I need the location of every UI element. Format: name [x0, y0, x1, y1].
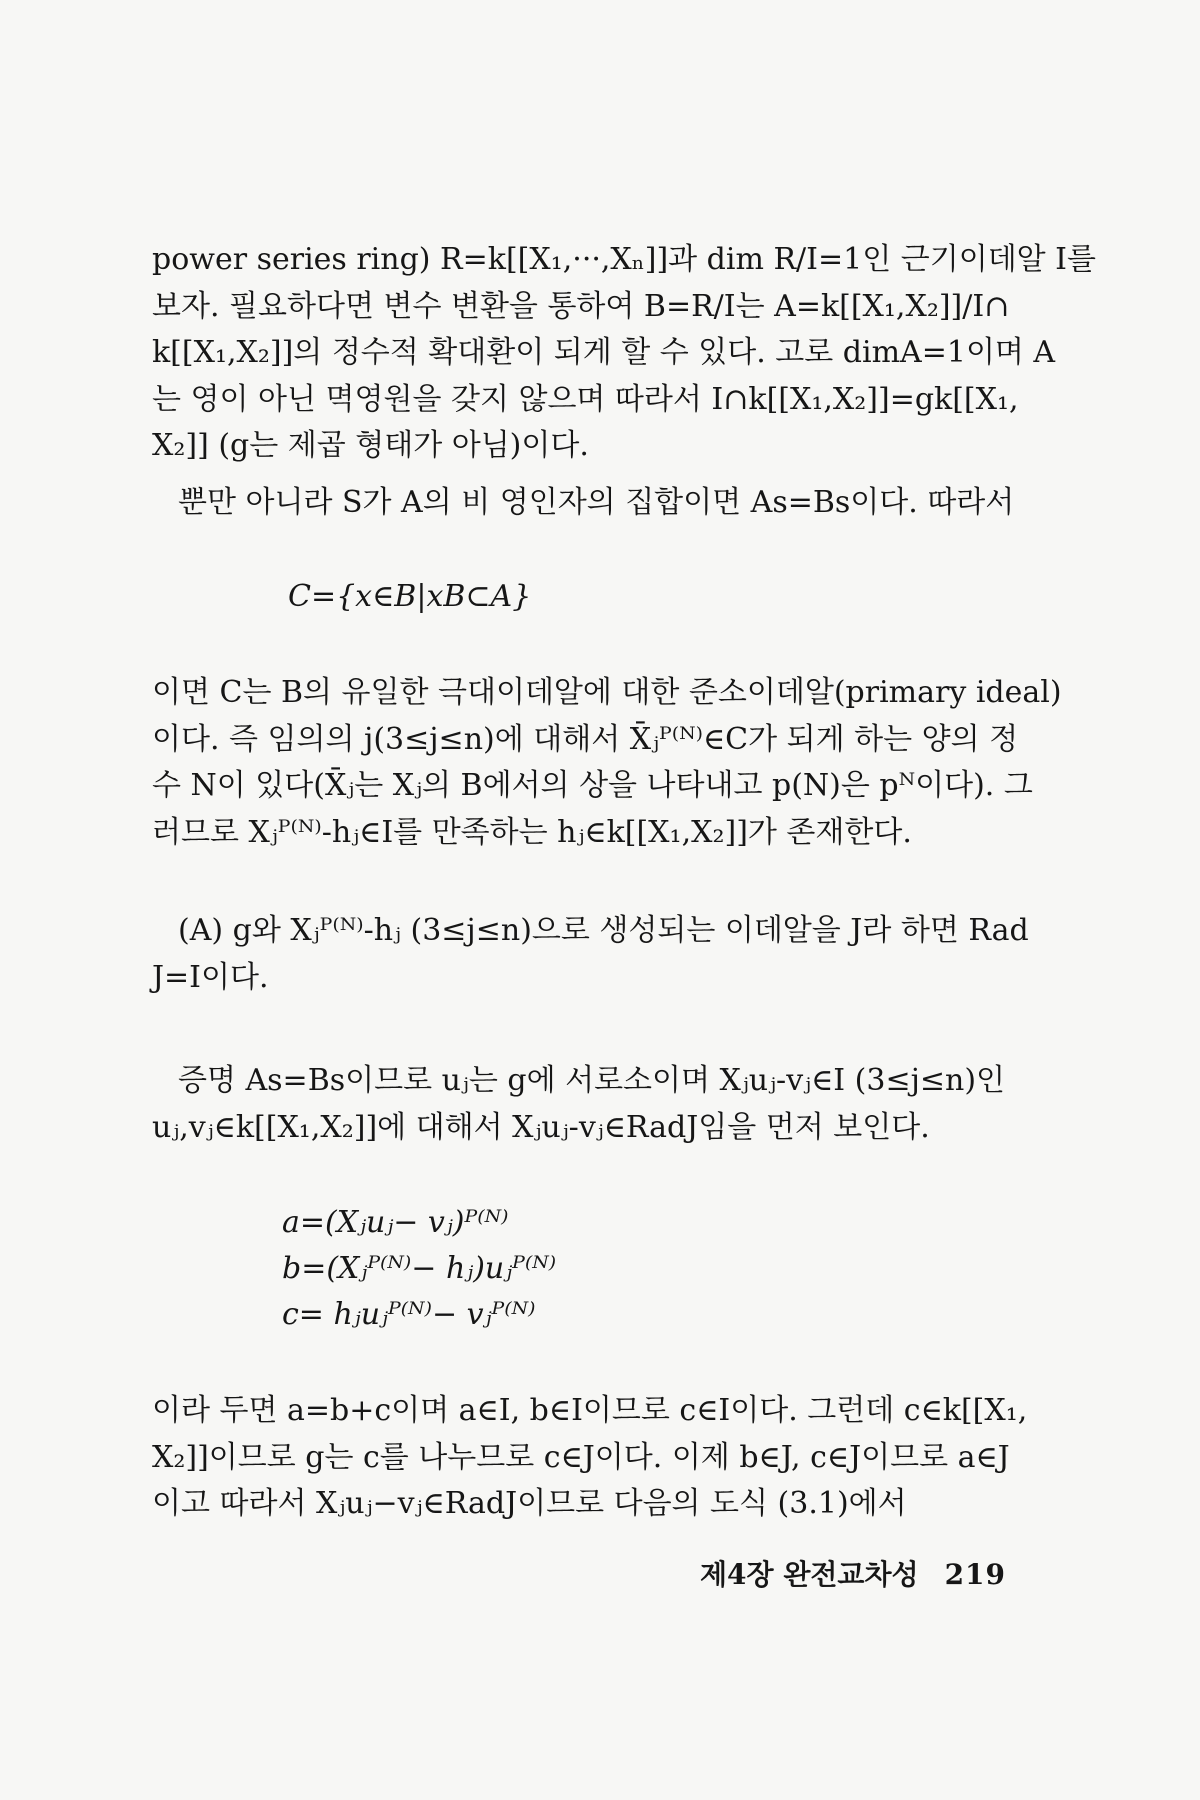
- paragraph-conclusion: [152, 1388, 1028, 1528]
- paragraph-intro: [152, 237, 1097, 470]
- text-line: 이고 따라서 Xⱼuⱼ−vⱼ∈RadJ이므로 다음의 도식 (3.1)에서: [152, 1486, 907, 1522]
- text-line: 증명 As=Bs이므로 uⱼ는 g에 서로소이며 Xⱼuⱼ-vⱼ∈I (3≤j≤n)인: [178, 1063, 1006, 1098]
- text-line: J=I이다.: [152, 959, 269, 995]
- text-line: k[[X₁,X₂]]의 정수적 확대환이 되게 할 수 있다. 고로 dimA=1이며 A: [152, 335, 1056, 371]
- text-line: 보자. 필요하다면 변수 변환을 통하여 B=R/I는 A=k[[X₁,X₂]]/I∩: [152, 288, 1010, 324]
- text-line: 뿐만 아니라 S가 A의 비 영인자의 집합이면 As=Bs이다. 따라서: [178, 485, 1015, 520]
- text-line: 러므로 Xⱼᴾ⁽ᴺ⁾-hⱼ∈I를 만족하는 hⱼ∈k[[X₁,X₂]]가 존재한다.: [152, 814, 912, 850]
- text-line: (A) g와 Xⱼᴾ⁽ᴺ⁾-hⱼ (3≤j≤n)으로 생성되는 이데알을 J라 하면 Rad: [178, 913, 1029, 948]
- text-line: 는 영이 아닌 멱영원을 갖지 않으며 따라서 I∩k[[X₁,X₂]]=gk[[X₁,: [152, 381, 1019, 417]
- paragraph-primary-ideal: [152, 670, 1062, 856]
- text-line: 이다. 즉 임의의 j(3≤j≤n)에 대해서 X̄ⱼᴾ⁽ᴺ⁾∈C가 되게 하는 양의 정: [152, 721, 1019, 757]
- text-line: 이면 C는 B의 유일한 극대이데알에 대한 준소이데알(primary ideal): [152, 675, 1062, 710]
- page-footer: [700, 1553, 1006, 1593]
- equation-b-definition: b=(Xⱼᴾ⁽ᴺ⁾− hⱼ)uⱼᴾ⁽ᴺ⁾: [282, 1251, 557, 1286]
- text-line: 수 N이 있다(X̄ⱼ는 Xⱼ의 B에서의 상을 나타내고 p(N)은 pᴺ이다). 그: [152, 768, 1033, 804]
- page-number: 219: [944, 1558, 1007, 1591]
- paragraph-proof: [152, 1058, 1012, 1151]
- text-line: power series ring) R=k[[X₁,···,Xₙ]]과 dim R/I=1인 근기이데알 I를: [152, 242, 1097, 277]
- chapter-title: 제4장 완전교차성: [700, 1558, 919, 1591]
- text-line: X₂]] (g는 제곱 형태가 아님)이다.: [152, 428, 589, 464]
- text-line: X₂]]이므로 g는 c를 나누므로 c∈J이다. 이제 b∈J, c∈J이므로 a∈J: [152, 1439, 1010, 1475]
- equation-c2-definition: c= hⱼuⱼᴾ⁽ᴺ⁾− vⱼᴾ⁽ᴺ⁾: [282, 1297, 536, 1332]
- equation-c-definition: C={x∈B|xB⊂A}: [288, 579, 532, 614]
- text-line: 이라 두면 a=b+c이며 a∈I, b∈I이므로 c∈I이다. 그런데 c∈k[[X₁,: [152, 1393, 1028, 1428]
- paragraph-moreover: [178, 480, 1038, 527]
- text-line: uⱼ,vⱼ∈k[[X₁,X₂]]에 대해서 Xⱼuⱼ-vⱼ∈RadJ임을 먼저 보인다.: [152, 1109, 930, 1145]
- equation-a-definition: a=(Xⱼuⱼ− vⱼ)ᴾ⁽ᴺ⁾: [282, 1205, 509, 1240]
- paragraph-claim-a: [152, 908, 1029, 1001]
